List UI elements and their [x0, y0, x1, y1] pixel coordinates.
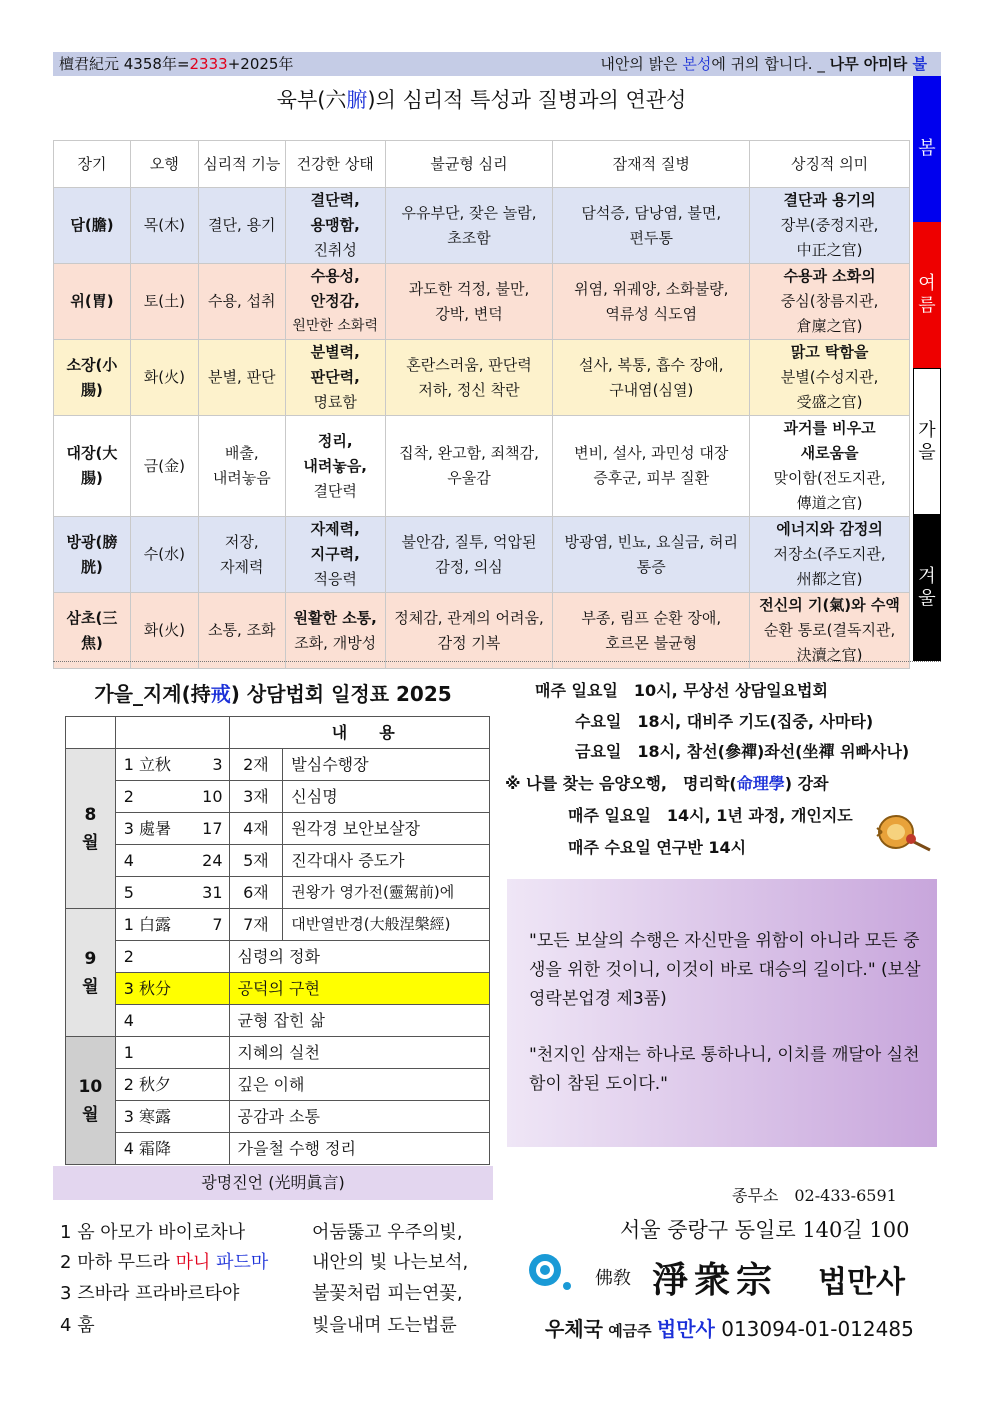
healthy: 원활한 소통, 조화, 개방성: [285, 593, 385, 669]
organ-name: 방광(膀胱): [54, 517, 131, 593]
col-header: 불균형 심리: [385, 141, 553, 188]
symbol: 전신의 기(氣)와 수액 순환 통로(결독지관, 決瀆之官): [750, 593, 910, 669]
healthy: 수용성, 안정감, 원만한 소화력: [285, 264, 385, 340]
table-row-highlight: 3 秋分 공덕의 구현: [66, 973, 490, 1005]
table-row: [54, 593, 910, 669]
disease: 부종, 림프 순환 장애, 호르몬 불균형: [553, 593, 750, 669]
sect-name: 淨衆宗: [652, 1259, 779, 1301]
symbol: 맑고 탁함을 분별(수성지관, 受盛之官): [750, 340, 910, 416]
symbol: 과거를 비우고 새로움을 맞이함(전도지관, 傳道之官): [750, 416, 910, 517]
organ-table-header: [54, 141, 910, 188]
organ-table: [53, 140, 910, 669]
disease: 설사, 복통, 흡수 장애, 구내염(심열): [553, 340, 750, 416]
office-phone: 종무소 02-433-6591: [732, 1186, 897, 1205]
col-header: 잠재적 질병: [553, 141, 750, 188]
disease: 방광염, 빈뇨, 요실금, 허리 통증: [553, 517, 750, 593]
col-header: 상징적 의미: [750, 141, 910, 188]
table-row: 4 霜降 가을철 수행 정리: [66, 1133, 490, 1165]
table-row: 9 월 1 白露 7 7재 대반열반경(大般涅槃經): [66, 909, 490, 941]
mantra-line: 3 즈바라 프라바르타야: [60, 1283, 240, 1304]
organ-name: 대장(大腸): [54, 416, 131, 517]
table-row: 8 월 1 立秋 3 2재 발심수행장: [66, 749, 490, 781]
mantra-line: 1 옴 아모가 바이로차나: [60, 1222, 246, 1243]
table-row: 3 處暑 17 4재 원각경 보안보살장: [66, 813, 490, 845]
mantra-header: 광명진언 (光明眞言): [53, 1166, 493, 1200]
temple-logo-icon: [525, 1250, 573, 1292]
bank-account: 우체국 예금주 법만사 013094-01-012485: [545, 1317, 914, 1341]
table-row: 2 심령의 정화: [66, 941, 490, 973]
col-header: 오행: [130, 141, 198, 188]
disease: 변비, 설사, 과민성 대장 증후군, 피부 질환: [553, 416, 750, 517]
content-header: 내 용: [229, 717, 489, 749]
organ-name: 담(膽): [54, 188, 131, 264]
verse-line: 빛을내며 도는법륜: [312, 1315, 457, 1336]
season-winter: 겨울: [913, 514, 941, 661]
col-header: 장기: [54, 141, 131, 188]
healthy: 자제력, 지구력, 적응력: [285, 517, 385, 593]
address: 서울 중랑구 동일로 140길 100: [620, 1218, 910, 1242]
symbol: 에너지와 감정의 저장소(주도지관, 州都之官): [750, 517, 910, 593]
element: 토(土): [130, 264, 198, 340]
season-spring: 봄: [913, 76, 941, 222]
month-oct: 10 월: [66, 1037, 116, 1165]
imbalance: 불안감, 질투, 억압된 감정, 의심: [385, 517, 553, 593]
season-autumn: 가을: [913, 368, 941, 516]
mantra-line: 4 훔: [60, 1315, 95, 1336]
element: 금(金): [130, 416, 198, 517]
table-row: 2 10 3재 신심명: [66, 781, 490, 813]
healthy: 정리, 내려놓음, 결단력: [285, 416, 385, 517]
page-title: 육부(六腑)의 심리적 특성과 질병과의 연관성: [276, 88, 687, 112]
col-header: 심리적 기능: [198, 141, 285, 188]
header-bar: [53, 52, 941, 76]
notice-course: ※ 나를 찾는 음양오행, 명리학(命理學) 강좌: [505, 774, 829, 793]
imbalance: 과도한 걱정, 불만, 강박, 변덕: [385, 264, 553, 340]
symbol: 수용과 소화의 중심(창름지관, 倉廩之官): [750, 264, 910, 340]
organ-name: 소장(小腸): [54, 340, 131, 416]
verse-line: 불꽃처럼 피는연꽃,: [312, 1283, 463, 1304]
element: 화(火): [130, 340, 198, 416]
month-sep: 9 월: [66, 909, 116, 1037]
element: 목(木): [130, 188, 198, 264]
healthy: 분별력, 판단력, 명료함: [285, 340, 385, 416]
table-row: [54, 416, 910, 517]
disease: 담석증, 담낭염, 불면, 편두통: [553, 188, 750, 264]
disease: 위염, 위궤양, 소화불량, 역류성 식도염: [553, 264, 750, 340]
organ-name: 삼초(三焦): [54, 593, 131, 669]
notice-friday: 금요일 18시, 참선(參禪)좌선(坐禪 위빠사나): [575, 742, 910, 761]
mantra-line: 2 마하 무드라 마니 파드마: [60, 1252, 269, 1273]
schedule-header-row: [66, 717, 490, 749]
notice-course-sunday: 매주 일요일 14시, 1년 과정, 개인지도: [568, 806, 853, 825]
verse-line: 어둠뚫고 우주의빛,: [312, 1222, 463, 1243]
imbalance: 혼란스러움, 판단력 저하, 정신 착란: [385, 340, 553, 416]
notice-course-wednesday: 매주 수요일 연구반 14시: [568, 838, 747, 857]
temple-name: 법만사: [818, 1265, 905, 1300]
table-row: 4 24 5재 진각대사 증도가: [66, 845, 490, 877]
buddhist-label: 佛敎: [595, 1268, 631, 1289]
schedule-table: [65, 716, 490, 1165]
season-summer: 여름: [913, 222, 941, 368]
notice-wednesday: 수요일 18시, 대비주 기도(집중, 사마타): [575, 712, 874, 731]
table-row: 4 균형 잡힌 삶: [66, 1005, 490, 1037]
month-aug: 8 월: [66, 749, 116, 909]
quote-1: "모든 보살의 수행은 자신만을 위함이 아니라 모든 중생을 위한 것이니, 이것이 바로 대승의 길이다." (보살영락본업경 제3품): [529, 931, 921, 1009]
function: 배출, 내려놓음: [198, 416, 285, 517]
table-row: 3 寒露 공감과 소통: [66, 1101, 490, 1133]
table-row: 10 월 1 지혜의 실천: [66, 1037, 490, 1069]
element: 화(火): [130, 593, 198, 669]
healthy: 결단력, 용맹함, 진취성: [285, 188, 385, 264]
function: 저장, 자제력: [198, 517, 285, 593]
imbalance: 정체감, 관계의 어려움, 감정 기복: [385, 593, 553, 669]
organ-name: 위(胃): [54, 264, 131, 340]
table-row: 5 31 6재 권왕가 영가전(靈駕前)에: [66, 877, 490, 909]
quote-2: "천지인 삼재는 하나로 통하나니, 이치를 깨달아 실천함이 참된 도이다.": [529, 1045, 920, 1094]
notice-sunday: 매주 일요일 10시, 무상선 상담일요법회: [535, 681, 828, 700]
function: 결단, 용기: [198, 188, 285, 264]
function: 소통, 조화: [198, 593, 285, 669]
era-year: 檀君紀元 4358年=2333+2025年: [59, 55, 294, 73]
imbalance: 집착, 완고함, 죄책감, 우울감: [385, 416, 553, 517]
header-motto: 내안의 밝은 본성에 귀의 합니다. _ 나무 아미타 불: [600, 55, 927, 73]
col-header: 건강한 상태: [285, 141, 385, 188]
element: 수(水): [130, 517, 198, 593]
verse-line: 내안의 빛 나는보석,: [312, 1252, 469, 1273]
schedule-title: 가을_지계(持戒) 상담법회 일정표 2025: [94, 682, 452, 706]
imbalance: 우유부단, 잦은 놀람, 초조함: [385, 188, 553, 264]
table-row: [54, 188, 910, 264]
function: 분별, 판단: [198, 340, 285, 416]
table-row: [54, 517, 910, 593]
gong-icon: [874, 806, 934, 854]
symbol: 결단과 용기의 장부(중정지관, 中正之官): [750, 188, 910, 264]
divider: [53, 661, 941, 662]
function: 수용, 섭취: [198, 264, 285, 340]
table-row: [54, 340, 910, 416]
table-row: 2 秋夕 깊은 이해: [66, 1069, 490, 1101]
quote-box: [507, 879, 937, 1147]
table-row: [54, 264, 910, 340]
